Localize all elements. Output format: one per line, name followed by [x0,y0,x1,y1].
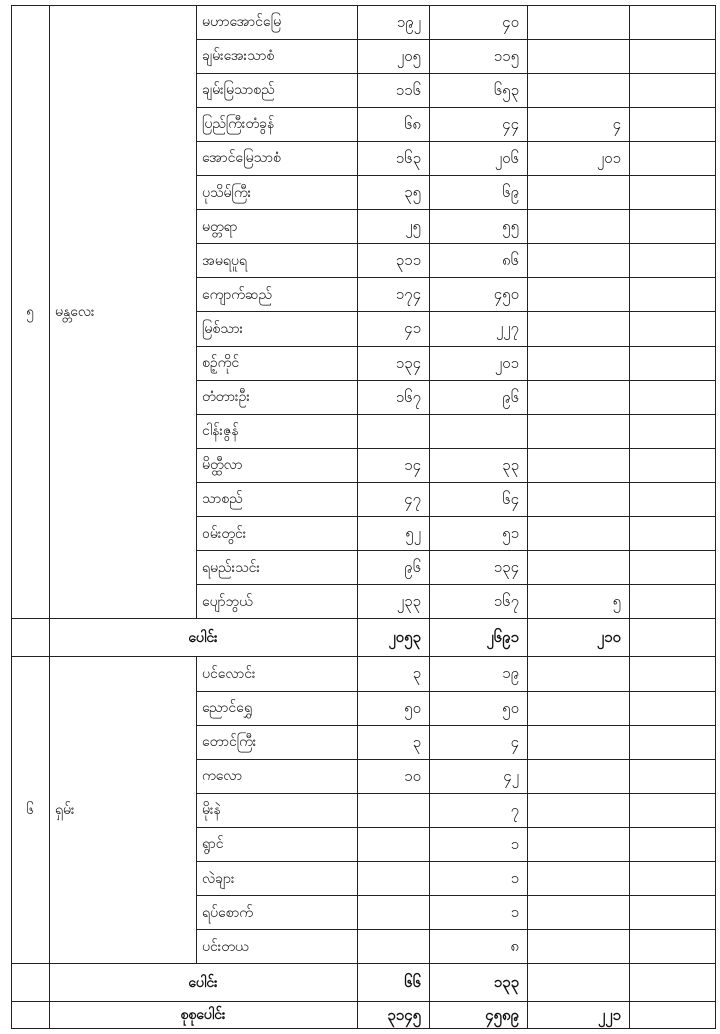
value-cell-a: ၁၃၄ [395,353,421,372]
value-cell-c [527,73,629,107]
grid-line [196,516,715,517]
grid-line [357,964,358,1002]
subtotal-b: ၁၃၃ [493,973,519,992]
grid-line [49,964,50,1002]
grid-line [357,1002,358,1029]
value-cell-b: ၁၃၄ [493,558,519,577]
value-cell-b: ၁၁၅ [493,46,519,65]
grid-line [357,657,358,964]
value-cell-b: ၆၉ [502,183,519,202]
value-cell-c: ၄ [612,114,621,133]
value-cell-c [527,448,629,482]
subtotal-c: ၂၁၀ [596,628,621,647]
grid-line [429,619,430,657]
township-name: အောင်မြေသာစံ [202,150,281,167]
value-cell-a: ၅၀ [404,698,421,717]
value-cell-a: ၁၆၃ [395,148,421,167]
grid-line [11,618,715,619]
grid-line [357,619,358,657]
grid-line [49,5,50,619]
value-cell-c [527,657,629,691]
value-cell-b: ၆၅၃ [493,80,519,99]
value-cell-a: ၂၀၅ [396,46,421,65]
value-cell-b: ၁၉ [502,664,519,683]
value-cell-a [357,862,429,896]
value-cell-a: ၃၁၁ [395,251,421,270]
value-cell-c [527,793,629,827]
value-cell-b: ၇ [510,800,519,819]
subtotal-b: ၂၆၉၁ [486,628,519,647]
grid-line [196,107,715,108]
value-cell-a: ၃ [412,664,421,683]
grid-line [527,657,528,964]
value-cell-a: ၉၆ [404,558,421,577]
value-cell-a: ၂၃၃ [396,592,421,611]
value-cell-c [527,244,629,278]
township-name: ပြည်ကြီးတံခွန် [202,116,275,133]
value-cell-c [527,517,629,551]
value-cell-c [527,5,629,39]
value-cell-b: ၄၅၀ [493,285,519,304]
township-name: တောင်ကြီး [202,734,257,751]
township-name: အမရပူရ [202,252,247,269]
grid-line [196,39,715,40]
grid-line [196,73,715,74]
value-cell-b: ၁၆၇ [493,592,519,611]
value-cell-c [527,691,629,725]
grid-line [196,691,715,692]
grid-line [527,619,528,657]
township-name: ချမ်းအေးသာစံ [202,48,275,65]
value-cell-b: ၄၂ [503,766,519,785]
grid-line [196,414,715,415]
grid-line [196,346,715,347]
subtotal-label: ပေါင်း [188,629,218,646]
grid-line [429,657,430,964]
value-cell-b: ၄ [510,732,519,751]
value-cell-a: ၆၈ [403,114,421,133]
grid-line [429,964,430,1002]
grand-total-a: ၃၁၄၅ [387,1005,421,1024]
township-name: ချမ်းမြသာစည် [202,82,275,99]
region-number: ၆ [26,802,34,819]
township-name: လဲချား [202,870,235,887]
grid-line [196,793,715,794]
value-cell-c [527,482,629,516]
value-cell-c [527,380,629,414]
grid-line [196,141,715,142]
township-name: ငါန်းဇွန် [202,423,239,440]
subtotal-a: ၆၆ [404,973,421,992]
value-cell-c [527,827,629,861]
township-name: စဥ့်ကိုင် [202,355,240,372]
value-cell-b: ၂၀၆ [494,148,519,167]
grid-line [196,448,715,449]
value-cell-a: ၃ [412,732,421,751]
township-name: ဝမ်းတွင်း [202,525,247,542]
grid-line [196,243,715,244]
grid-line [527,1002,528,1029]
grid-line [196,861,715,862]
grid-line [196,380,715,381]
value-cell-a [357,793,429,827]
value-cell-b: ၃၃ [502,455,519,474]
value-cell-b: ၁ [510,869,519,888]
value-cell-a: ၁၇၄ [395,285,421,304]
grid-line [196,759,715,760]
value-cell-b: ၅၅ [502,217,519,236]
region-number: ၅ [26,303,34,320]
grid-line [196,725,715,726]
value-cell-b: ၂၀၁ [494,353,519,372]
value-cell-b: ၈ [510,937,519,956]
value-cell-a: ၁၀ [404,766,421,785]
value-cell-c [527,725,629,759]
township-name: မိုးနဲ [202,802,221,819]
value-cell-a: ၄၁ [404,319,421,338]
value-cell-a: ၃၅ [404,183,421,202]
grid-line [11,1028,715,1029]
value-cell-c: ၅ [612,592,621,611]
grid-line [629,964,630,1002]
value-cell-c [527,176,629,210]
grid-line [196,895,715,896]
value-cell-b: ၁ [510,834,519,853]
grid-line [196,482,715,483]
value-cell-a [357,930,429,964]
grid-line [196,657,197,964]
value-cell-c [527,759,629,793]
value-cell-c [527,210,629,244]
data-table [11,5,715,1029]
grid-line [527,964,528,1002]
grid-line [49,657,50,964]
value-cell-a [357,896,429,930]
township-name: ရမည်းသင်း [202,559,260,576]
value-cell-c [527,930,629,964]
township-name: ပျော်ဘွယ် [202,593,253,610]
township-name: ပုသိမ်ကြီး [202,184,252,201]
grid-line [196,827,715,828]
value-cell-a: ၅၂ [405,524,421,543]
value-cell-a: ၄၇ [404,489,421,508]
value-cell-b: ၂၂၇ [495,319,519,338]
township-name: မြစ်သား [202,320,244,337]
grid-line [629,657,630,964]
value-cell-c [527,39,629,73]
value-cell-b [429,414,527,448]
value-cell-a [357,414,429,448]
grand-total-label: စုစုပေါင်း [180,1007,226,1024]
value-cell-a: ၁၄ [404,455,421,474]
value-cell-b: ၅၁ [502,524,519,543]
value-cell-a: ၂၅ [405,217,421,236]
township-name: သာစည် [202,491,243,508]
value-cell-c [527,414,629,448]
subtotal-c [527,964,629,1002]
grid-line [11,963,715,964]
grid-line [196,929,715,930]
value-cell-a: ၁၉၂ [396,12,421,31]
value-cell-c: ၂၀၁ [596,148,621,167]
grand-total-b: ၄၅၈၉ [485,1005,519,1024]
township-name: မတ္တရာ [202,218,238,235]
value-cell-c [527,278,629,312]
grid-line [629,619,630,657]
grid-line [715,5,716,1029]
township-name: ရွာင် [202,836,224,853]
grid-line [11,1001,715,1002]
grid-line [196,584,715,585]
value-cell-c [527,551,629,585]
value-cell-b: ၉၆ [502,387,519,406]
grid-line [49,1002,50,1029]
value-cell-a [357,827,429,861]
value-cell-b: ၆၄ [502,489,519,508]
region-name: ရှမ်း [55,802,75,819]
value-cell-b: ၈၆ [501,251,519,270]
value-cell-b: ၁ [510,903,519,922]
township-name: ကလော [202,768,243,785]
grid-line [429,1002,430,1029]
township-name: ညောင်ရွှေ [202,700,253,717]
grand-total-c: ၂၂၁ [597,1005,621,1024]
value-cell-b: ၅၀ [502,698,519,717]
value-cell-a: ၁၁၆ [395,80,421,99]
region-name: မန္တလေး [55,303,95,320]
grid-line [196,550,715,551]
grid-line [629,1002,630,1029]
township-name: မဟာအောင်မြေ [202,14,282,31]
grid-line [196,277,715,278]
grid-line [196,311,715,312]
township-name: ပင်လောင်း [202,665,256,682]
grid-line [196,209,715,210]
township-name: ကျောက်ဆည် [202,286,273,303]
township-name: မိတ္ထီလာ [202,457,243,474]
subtotal-label: ပေါင်း [188,974,218,991]
value-cell-c [527,862,629,896]
subtotal-a: ၂၀၅၃ [388,628,421,647]
grid-line [11,5,715,6]
value-cell-c [527,346,629,380]
value-cell-c [527,312,629,346]
township-name: တံတားဦး [202,389,250,406]
grid-line [49,619,50,657]
township-name: ရပ်စောက် [202,904,253,921]
grid-line [11,656,715,657]
township-name: ပင်းတယ [202,938,249,955]
value-cell-b: ၄၄ [502,114,519,133]
grid-line [196,175,715,176]
value-cell-c [527,896,629,930]
value-cell-b: ၄၀ [502,12,519,31]
value-cell-a: ၁၆၇ [395,387,421,406]
grid-line [11,5,12,1029]
